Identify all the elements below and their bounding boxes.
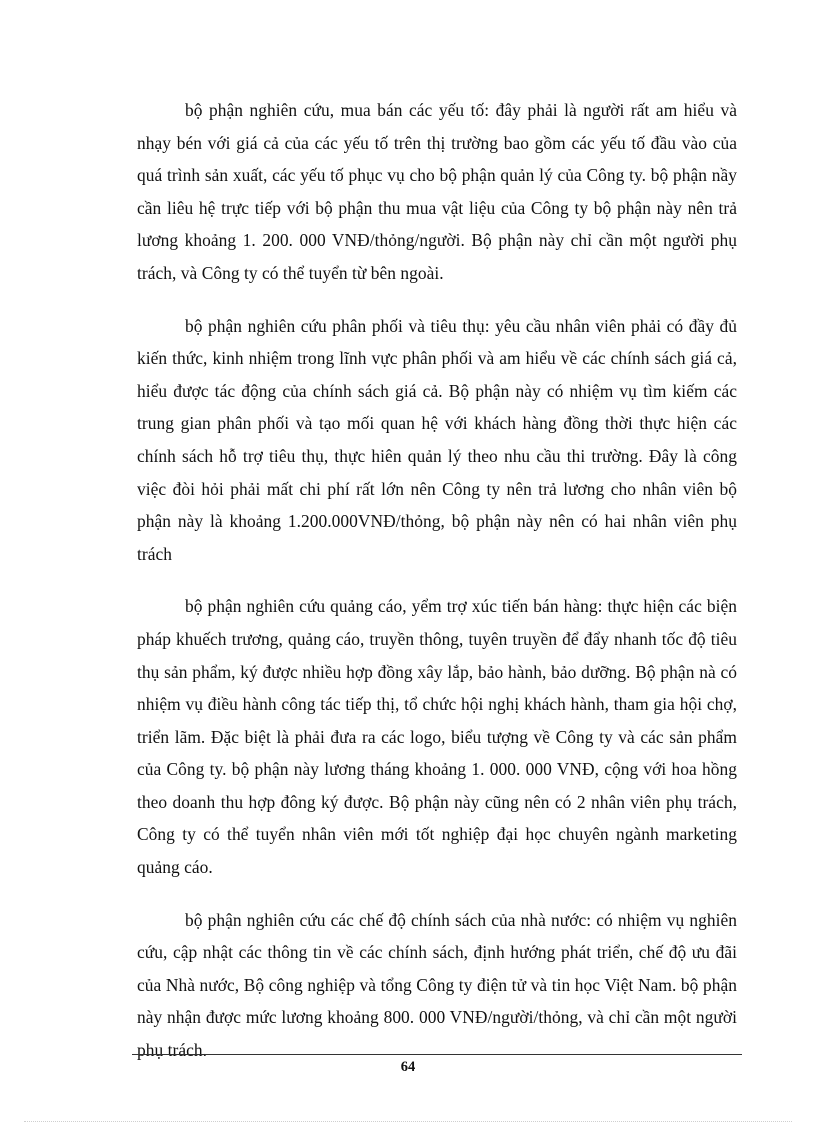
body-text [137,94,737,1087]
paragraph-distribution-consumption: bộ phận nghiên cứu phân phối và tiêu thụ: yêu cầu nhân viên phải có đầy đủ kiến thức, kinh nhiệm trong lĩnh vực phân phối và am hiểu về các chính sách giá cả, hiểu được tác động của chính sách giá cả. Bộ phận này có nhiệm vụ tìm kiếm các trung gian phân phối và tạo mối quan hệ với khách hàng đồng thời thực hiện các chính sách hỗ trợ tiêu thụ, thực hiên quản lý theo nhu cầu thi trường. Đây là công việc đòi hỏi phải mất chi phí rất lớn nên Công ty nên trả lương cho nhân viên bộ phận này là khoảng 1.200.000VNĐ/thỏng, bộ phận này nên có hai nhân viên phụ trách [137,315,737,564]
paragraph-advertising-promotion: bộ phận nghiên cứu quảng cáo, yểm trợ xúc tiến bán hàng: thực hiện các biện pháp khuếch trương, quảng cáo, truyền thông, tuyên truyền để đẩy nhanh tốc độ tiêu thụ sản phẩm, ký được nhiều hợp đồng xây lắp, bảo hành, bảo dưỡng. Bộ phận nà có nhiệm vụ điều hành công tác tiếp thị, tổ chức hội nghị khách hành, tham gia hội chợ, triển lãm. Đặc biệt là phải đưa ra các logo, biểu tượng về Công ty và các sản phẩm của Công ty. bộ phận này lương tháng khoảng 1. 000. 000 VNĐ, cộng với hoa hồng theo doanh thu hợp đông ký được. Bộ phận này cũng nên có 2 nhân viên phụ trách, Công ty có thể tuyển nhân viên mới tốt nghiệp đại học chuyên ngành marketing quảng cáo. [137,596,737,878]
page-bottom-edge [24,1121,792,1122]
paragraph-state-policy: bộ phận nghiên cứu các chế độ chính sách của nhà nước: có nhiệm vụ nghiên cứu, cập nhật các thông tin về các chính sách, định hướng phát triển, chế độ ưu đãi của Nhà nước, Bộ công nghiệp và tổng Công ty điện tử và tin học Việt Nam. bộ phận này nhận được mức lương khoảng 800. 000 VNĐ/người/thỏng, và chỉ cần một người phụ trách. [137,909,737,1061]
footer-divider [132,1054,742,1055]
page-number: 64 [400,1059,416,1075]
paragraph-research-procurement: bộ phận nghiên cứu, mua bán các yếu tố: đây phải là người rất am hiểu và nhạy bén với giá cả của các yếu tố trên thị trường bao gồm các yếu tố đầu vào của quá trình sản xuất, các yếu tố phục vụ cho bộ phận quản lý của Công ty. bộ phận nầy cần liêu hệ trực tiếp với bộ phận thu mua vật liệu của Công ty bộ phận này nên trả lương khoảng 1. 200. 000 VNĐ/thỏng/người. Bộ phận này chỉ cần một người phụ trách, và Công ty có thể tuyển từ bên ngoài. [137,100,737,283]
